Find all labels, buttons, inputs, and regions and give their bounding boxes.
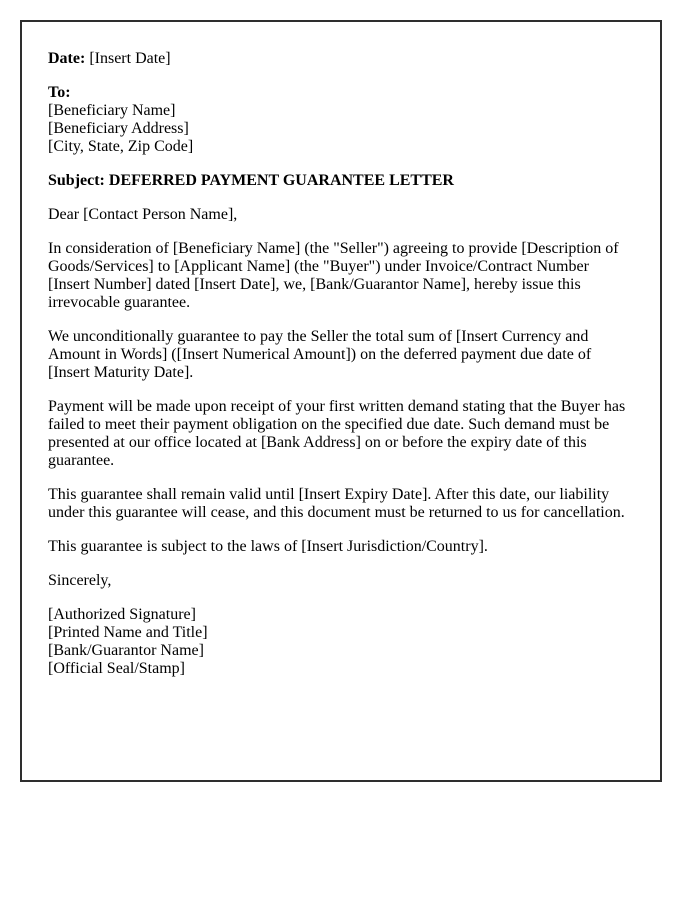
signature-authorized: [Authorized Signature]: [48, 606, 196, 623]
body-paragraph-payment-demand: Payment will be made upon receipt of your first written demand stating that the Buyer has failed to meet their payment obligation on the specified due date. Such demand must be presented at our office located at [Bank Address] on or before the expiry date of this guarantee.: [48, 398, 626, 469]
signature-block: [48, 606, 634, 678]
subject-value: DEFERRED PAYMENT GUARANTEE LETTER: [108, 172, 454, 189]
guarantee-letter-document: [20, 20, 662, 782]
recipient-address: [Beneficiary Address]: [48, 120, 189, 137]
date-label: Date:: [48, 50, 86, 67]
body-paragraph-consideration: In consideration of [Beneficiary Name] (the "Seller") agreeing to provide [Description of Goods/Services] to [Applicant Name] (the "Buyer") under Invoice/Contract Number [Insert Number] dated [Insert Date], we, [Bank/Guarantor Name], hereby issue this irrevocable guarantee.: [48, 240, 619, 311]
body-paragraph-jurisdiction: This guarantee is subject to the laws of [Insert Jurisdiction/Country].: [48, 538, 488, 555]
body-paragraph-validity: This guarantee shall remain valid until [Insert Expiry Date]. After this date, our liability under this guarantee will cease, and this document must be returned to us for cancellation.: [48, 486, 625, 521]
salutation: Dear [Contact Person Name],: [48, 206, 238, 223]
date-value: [Insert Date]: [89, 50, 171, 67]
body-paragraph-guarantee-sum: We unconditionally guarantee to pay the Seller the total sum of [Insert Currency and Amount in Words] ([Insert Numerical Amount]) on the deferred payment due date of [Insert Maturity Date].: [48, 328, 592, 381]
date-line: [48, 50, 634, 68]
recipient-city-state-zip: [City, State, Zip Code]: [48, 138, 194, 155]
to-label: To:: [48, 84, 71, 101]
subject-line: [48, 172, 634, 190]
signature-seal: [Official Seal/Stamp]: [48, 660, 185, 677]
signature-printed-name: [Printed Name and Title]: [48, 624, 208, 641]
recipient-name: [Beneficiary Name]: [48, 102, 176, 119]
closing: Sincerely,: [48, 572, 112, 589]
recipient-block: [48, 84, 634, 156]
signature-bank-name: [Bank/Guarantor Name]: [48, 642, 204, 659]
subject-label: Subject:: [48, 172, 105, 189]
